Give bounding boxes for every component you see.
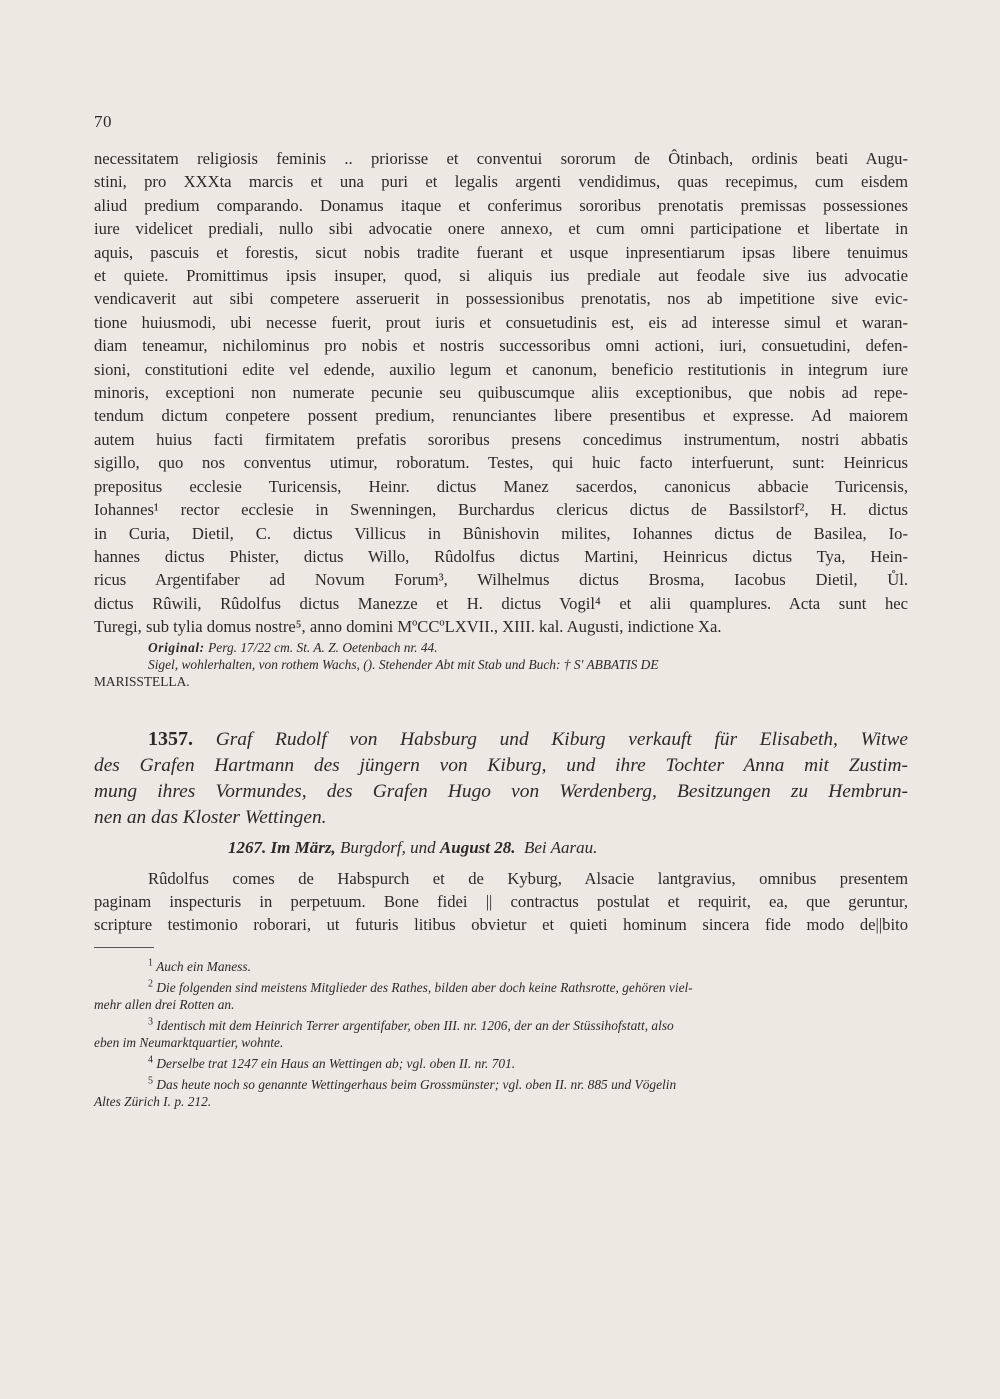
footnote: $^3$ Identisch mit dem Heinrich Terrer argentifaber, oben III. nr. 1206, der an der Stüssihofstatt, also xyxy=(148,1016,674,1033)
heading-line xyxy=(94,726,908,753)
body-line: dictus Rûwili, Rûdolfus dictus Manezze et H. dictus Vogil⁴ et alii quamplures. Acta sunt hec xyxy=(94,593,908,613)
body-line: aliud predium comparando. Donamus itaque et conferimus sororibus prenotatis premissas possessiones xyxy=(94,195,908,215)
body-line: aquis, pascuis et forestis, sicut nobis tradite fuerant et usque inpresentiarum ipsas libere tenuimus xyxy=(94,242,908,262)
footnote: $^5$ Das heute noch so genannte Wettingerhaus beim Grossmünster; vgl. oben II. nr. 885 und Vögelin xyxy=(148,1075,677,1092)
source-line xyxy=(94,656,908,673)
seal-description: Sigel, wohlerhalten, von rothem Wachs, (). Stehender Abt mit Stab und Buch: † S' ABBATIS DE xyxy=(148,656,659,672)
heading-line: nen an das Kloster Wettingen. xyxy=(94,806,327,828)
body-line: scripture testimonio roborari, ut futuris litibus obvietur et quieti hominum sincera fide modo de||bito xyxy=(94,915,908,935)
body-line: sigillo, quo nos conventus utimur, roboratum. Testes, qui huic facto interfuerunt, sunt: Heinricus xyxy=(94,453,908,473)
body-line: stini, pro XXXta marcis et una puri et legalis argenti vendidimus, quas recepimus, cum eisdem xyxy=(94,172,908,192)
source-line xyxy=(94,639,908,656)
body-line: Iohannes¹ rector ecclesie in Swenningen, Burchardus clericus dictus de Bassilstorf², H. dictus xyxy=(94,500,908,520)
document-heading xyxy=(94,726,908,831)
body-line: vendicaverit aut sibi competere asseruerit in possessionibus prenotatis, nos ab impetitione sive evic- xyxy=(94,289,908,309)
body-line: iure videlicet prediali, nullo sibi advocatie onere annexo, et cum omni participatione et libertate in xyxy=(94,219,908,239)
body-line: prepositus ecclesie Turicensis, Heinr. dictus Manez sacerdos, canonicus abbacie Turicensis, xyxy=(94,476,908,496)
date-line xyxy=(94,833,908,863)
body-line: diam teneamur, nichilominus pro nobis et nostris successoribus omni actioni, iuri, consuetudini, defen- xyxy=(94,336,908,356)
page-number: 70 xyxy=(94,112,112,131)
body-line: minoris, exceptioni non numerate pecunie seu quibuscumque aliis exceptionibus, que nobis ad repe- xyxy=(94,383,908,403)
body-line: tione huiusmodi, ubi necesse fuerit, prout iuris et consuetudinis est, eis ad interesse simul et waran- xyxy=(94,312,908,332)
footnotes xyxy=(94,958,908,1110)
date-year: 1267. xyxy=(228,837,267,857)
body-line: sioni, constitutioni edite vel edende, auxilio legum et canonum, beneficio restitutionis in integrum iure xyxy=(94,359,908,379)
footnote-continuation: mehr allen drei Rotten an. xyxy=(94,996,235,1012)
footnote: $^2$ Die folgenden sind meistens Mitglieder des Rathes, bilden aber doch keine Rathsrotte, gehören viel- xyxy=(148,978,693,995)
footnote: $^1$ Auch ein Maness. xyxy=(148,957,251,974)
source-line: MARISSTELLA. xyxy=(94,673,190,689)
body-line: et quiete. Promittimus ipsis insuper, quod, si aliquis ius prediale aut feodale sive ius advocatie xyxy=(94,266,908,286)
body-line: Rûdolfus comes de Habspurch et de Kyburg, Alsacie lantgravius, omnibus presentem xyxy=(148,868,908,888)
footnote: $^4$ Derselbe trat 1247 ein Haus an Wettingen ab; vgl. oben II. nr. 701. xyxy=(148,1054,516,1071)
date-month: Im März, xyxy=(270,837,336,857)
body-line: Turegi, sub tylia domus nostre⁵, anno domini MºCCºLXVII., XIII. kal. Augusti, indictione Xa. xyxy=(94,617,722,637)
source-details: Perg. 17/22 cm. St. A. Z. Oetenbach nr. 44. xyxy=(208,639,438,655)
footnote-continuation: Altes Zürich I. p. 212. xyxy=(94,1093,212,1109)
source-note xyxy=(94,639,908,690)
date-day: August 28. xyxy=(439,837,516,857)
body-line: tendum dictum conpetere possent predium, renunciantes libere presentibus et expresse. Ad maiorem xyxy=(94,406,908,426)
source-label: Original: xyxy=(148,639,205,655)
main-text xyxy=(94,147,908,1110)
footnote-divider xyxy=(94,947,154,948)
date-place2: Bei Aarau. xyxy=(524,837,598,857)
body-line: necessitatem religiosis feminis .. priorisse et conventui sororum de Ôtinbach, ordinis beati Augu- xyxy=(94,149,908,168)
date-place1: Burgdorf, xyxy=(339,837,406,857)
heading-text: Graf Rudolf von Habsburg und Kiburg verkauft für Elisabeth, Witwe xyxy=(215,728,908,750)
date-conj: und xyxy=(410,837,436,857)
heading-line: mung ihres Vormundes, des Grafen Hugo von Werdenberg, Besitzungen zu Hembrun- xyxy=(94,780,908,802)
body-line: ricus Argentifaber ad Novum Forum³, Wilhelmus dictus Brosma, Iacobus Dietil, Ůl. xyxy=(94,570,908,590)
heading-line: des Grafen Hartmann des jüngern von Kiburg, und ihre Tochter Anna mit Zustim- xyxy=(94,754,908,776)
document-number: 1357. xyxy=(148,727,193,750)
footnote-continuation: eben im Neumarktquartier, wohnte. xyxy=(94,1034,284,1050)
body-line: paginam inspecturis in perpetuum. Bone fidei || contractus postulat et requirit, ea, que geruntur, xyxy=(94,891,908,911)
body-line: hannes dictus Phister, dictus Willo, Rûdolfus dictus Martini, Heinricus dictus Tya, Hein- xyxy=(94,546,908,566)
body-line: in Curia, Dietil, C. dictus Villicus in Bûnishovin milites, Iohannes dictus de Basilea, Io- xyxy=(94,523,908,543)
document-body xyxy=(94,867,908,937)
charter-body xyxy=(94,147,908,639)
body-line: autem huius facti firmitatem prefatis sororibus presens concedimus instrumentum, nostri abbatis xyxy=(94,429,908,449)
